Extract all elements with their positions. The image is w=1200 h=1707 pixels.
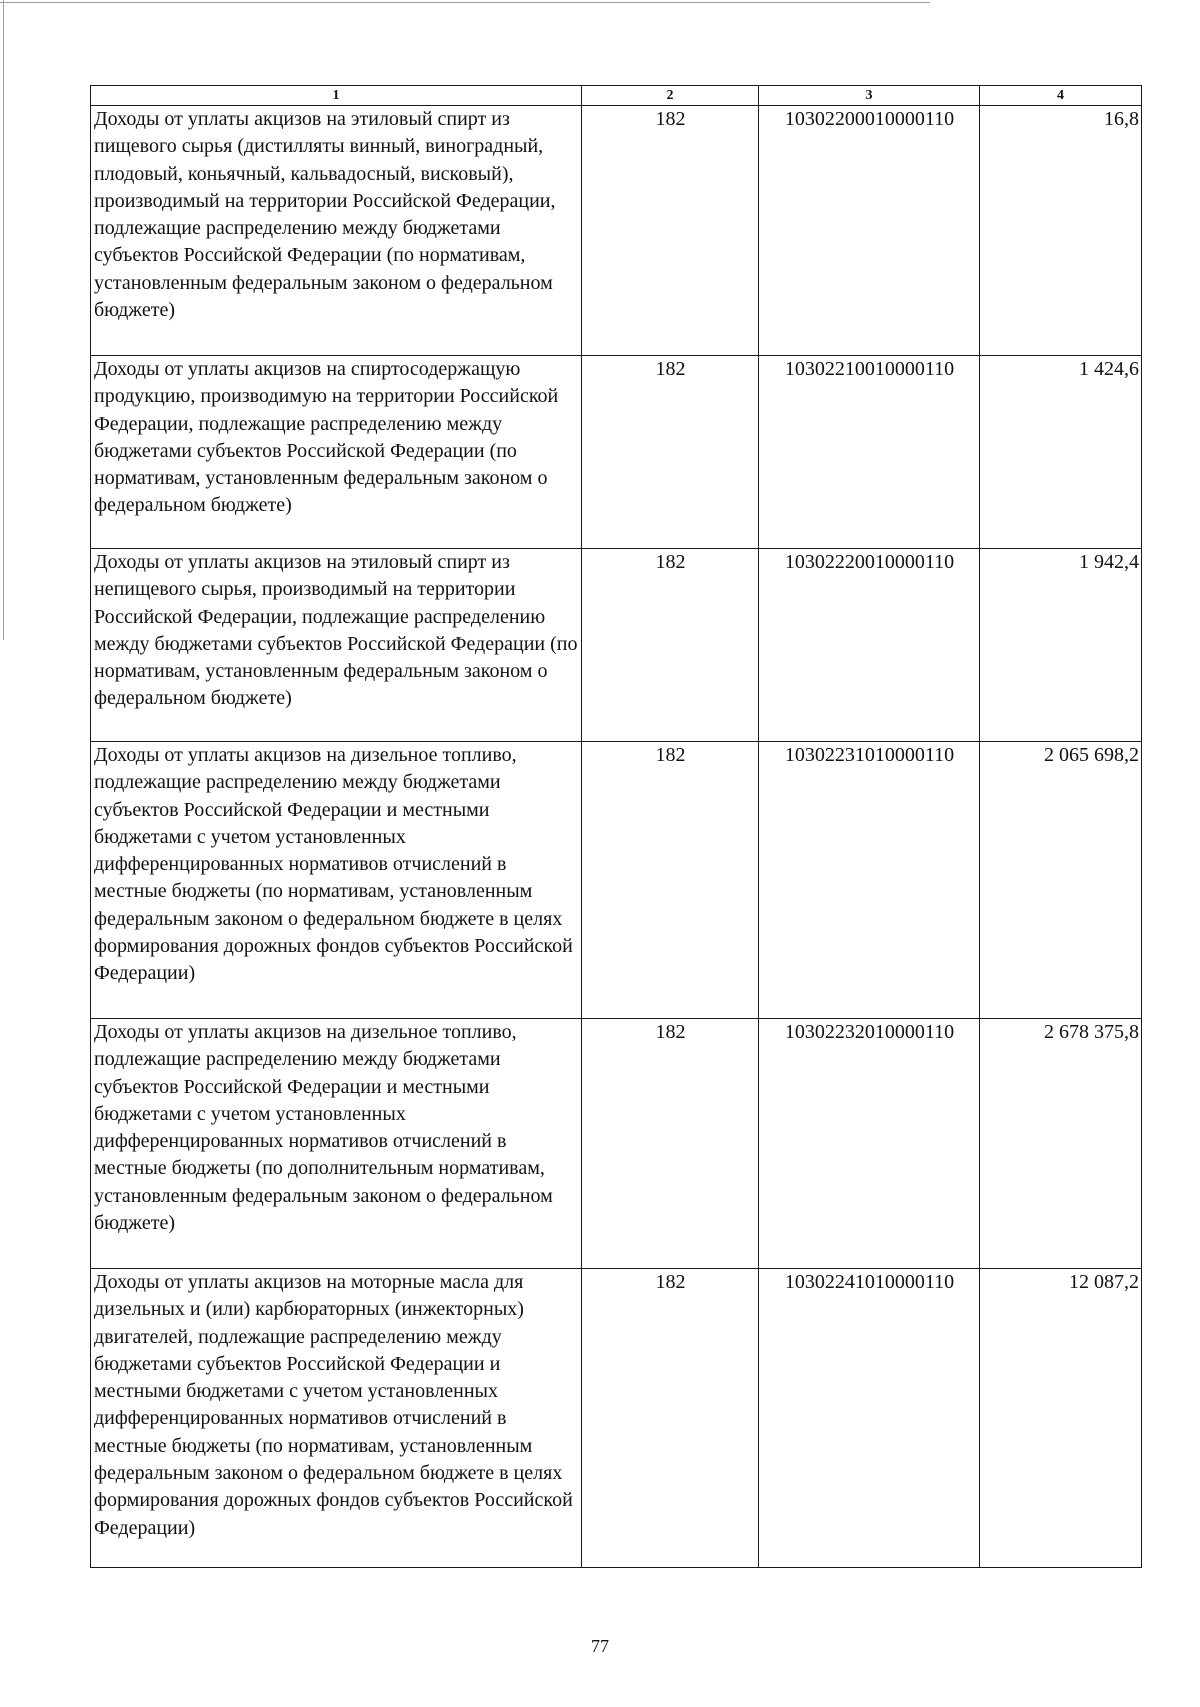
amount-cell: 12 087,2 xyxy=(980,1269,1142,1568)
revenue-name-cell: Доходы от уплаты акцизов на дизельное топливо, подлежащие распределению между бюджетами субъектов Российской Федерации и местными бюджетами с учетом установленных дифференцированных нормативов отчислений в местные бюджеты (по нормативам, установленным федеральным законом о федеральном бюджете в целях формирования дорожных фондов субъектов Российской Федерации) xyxy=(91,742,582,1019)
revenue-name-cell: Доходы от уплаты акцизов на дизельное топливо, подлежащие распределению между бюджетами субъектов Российской Федерации и местными бюджетами с учетом установленных дифференцированных нормативов отчислений в местные бюджеты (по дополнительным нормативам, установленным федеральным законом о федеральном бюджете) xyxy=(91,1019,582,1269)
revenue-name-cell: Доходы от уплаты акцизов на моторные масла для дизельных и (или) карбюраторных (инжекторных) двигателей, подлежащие распределению между бюджетами субъектов Российской Федерации и местными бюджетами с учетом установленных дифференцированных нормативов отчислений в местные бюджеты (по нормативам, установленным федеральным законом о федеральном бюджете в целях формирования дорожных фондов субъектов Российской Федерации) xyxy=(91,1269,582,1568)
administrator-code-cell: 182 xyxy=(582,356,759,549)
budget-classification-code-cell: 10302232010000110 xyxy=(759,1019,980,1269)
administrator-code-cell: 182 xyxy=(582,1019,759,1269)
column-header-3: 3 xyxy=(759,86,980,106)
amount-cell: 1 424,6 xyxy=(980,356,1142,549)
budget-classification-code-cell: 10302200010000110 xyxy=(759,106,980,356)
administrator-code-cell: 182 xyxy=(582,106,759,356)
budget-classification-code-cell: 10302210010000110 xyxy=(759,356,980,549)
amount-cell: 2 678 375,8 xyxy=(980,1019,1142,1269)
scan-edge-left xyxy=(3,0,4,640)
table-row xyxy=(91,1269,1142,1568)
table-row xyxy=(91,742,1142,1019)
amount-cell: 16,8 xyxy=(980,106,1142,356)
amount-cell: 2 065 698,2 xyxy=(980,742,1142,1019)
column-header-1: 1 xyxy=(91,86,582,106)
scan-edge-top xyxy=(0,2,930,3)
revenue-name-cell: Доходы от уплаты акцизов на этиловый спирт из непищевого сырья, производимый на территории Российской Федерации, подлежащие распределению между бюджетами субъектов Российской Федерации (по нормативам, установленным федеральным законом о федеральном бюджете) xyxy=(91,549,582,742)
table-row xyxy=(91,549,1142,742)
revenue-table xyxy=(90,85,1142,1568)
table-row xyxy=(91,106,1142,356)
column-header-2: 2 xyxy=(582,86,759,106)
table-header-row xyxy=(91,86,1142,106)
amount-cell: 1 942,4 xyxy=(980,549,1142,742)
revenue-name-cell: Доходы от уплаты акцизов на спиртосодержащую продукцию, производимую на территории Российской Федерации, подлежащие распределению между бюджетами субъектов Российской Федерации (по нормативам, установленным федеральным законом о федеральном бюджете) xyxy=(91,356,582,549)
revenue-name-cell: Доходы от уплаты акцизов на этиловый спирт из пищевого сырья (дистилляты винный, виноградный, плодовый, коньячный, кальвадосный, висковый), производимый на территории Российской Федерации, подлежащие распределению между бюджетами субъектов Российской Федерации (по нормативам, установленным федеральным законом о федеральном бюджете) xyxy=(91,106,582,356)
administrator-code-cell: 182 xyxy=(582,549,759,742)
administrator-code-cell: 182 xyxy=(582,742,759,1019)
budget-classification-code-cell: 10302241010000110 xyxy=(759,1269,980,1568)
table-row xyxy=(91,1019,1142,1269)
administrator-code-cell: 182 xyxy=(582,1269,759,1568)
table-row xyxy=(91,356,1142,549)
column-header-4: 4 xyxy=(980,86,1142,106)
budget-classification-code-cell: 10302231010000110 xyxy=(759,742,980,1019)
page-number: 77 xyxy=(591,1636,609,1656)
budget-classification-code-cell: 10302220010000110 xyxy=(759,549,980,742)
